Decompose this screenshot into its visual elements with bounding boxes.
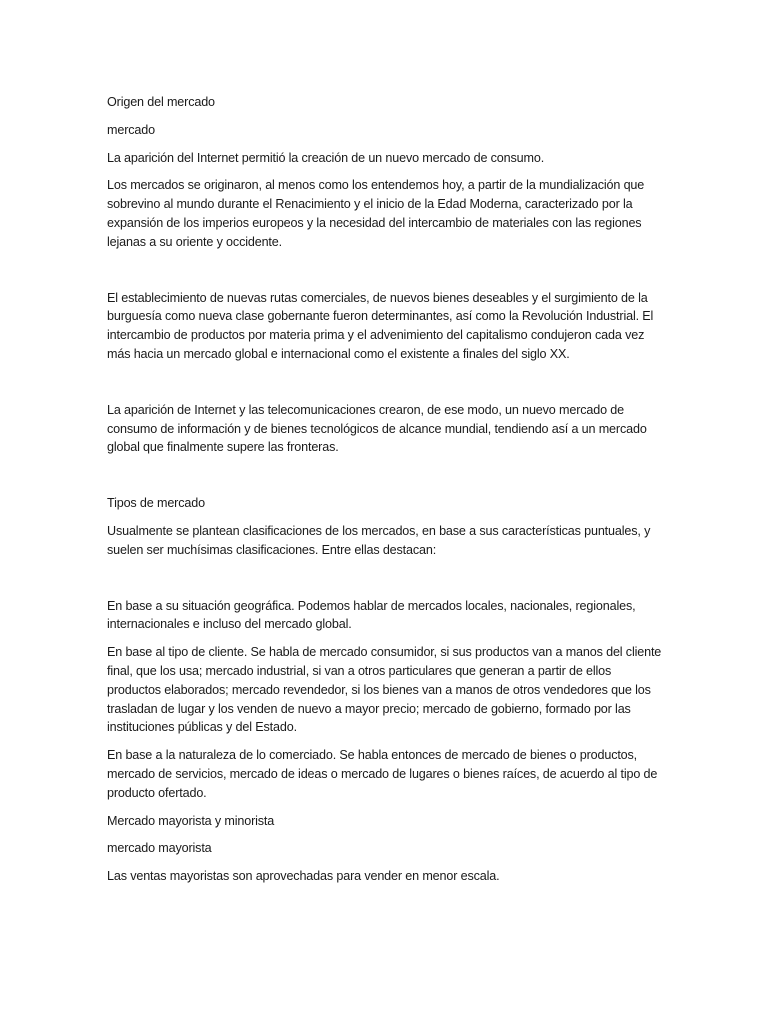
- paragraph-telecomunicaciones: La aparición de Internet y las telecomunicaciones crearon, de ese modo, un nuevo mercado de consumo de información y de bienes tecnológicos de alcance mundial, tendiendo así a un mercado global que finalmente supere las fronteras.: [107, 402, 647, 455]
- paragraph-aparicion-internet: La aparición del Internet permitió la creación de un nuevo mercado de consumo.: [107, 150, 545, 165]
- paragraph-mercado: mercado: [107, 122, 155, 137]
- paragraph-origen-mercados: Los mercados se originaron, al menos como los entendemos hoy, a partir de la mundialización que sobrevino al mundo durante el Renacimiento y el inicio de la Edad Moderna, caracterizado por la expansión de los imperios europeos y la necesidad del intercambio de materiales con las regiones lejanas a su oriente y occidente.: [107, 178, 645, 249]
- heading-mayorista-minorista: Mercado mayorista y minorista: [107, 813, 275, 828]
- heading-origen-del-mercado: Origen del mercado: [107, 95, 215, 109]
- paragraph-ventas-mayoristas: Las ventas mayoristas son aprovechadas para vender en menor escala.: [107, 869, 500, 884]
- paragraph-clasificaciones: Usualmente se plantean clasificaciones de los mercados, en base a sus características puntuales, y suelen ser muchísimas clasificaciones. Entre ellas destacan:: [107, 523, 651, 557]
- paragraph-situacion-geografica: En base a su situación geográfica. Podemos hablar de mercados locales, nacionales, regionales, internacionales e incluso del mercado global.: [107, 598, 636, 632]
- paragraph-tipo-de-cliente: En base al tipo de cliente. Se habla de mercado consumidor, si sus productos van a manos del cliente final, que los usa; mercado industrial, si van a otros particulares que generan a partir de ellos productos elaborados; mercado revendedor, si los bienes van a manos de otros vendedores que los trasladan de lugar y los venden de nuevo a mayor precio; mercado de gobierno, formado por las instituciones públicas y del Estado.: [107, 645, 662, 735]
- paragraph-rutas-comerciales: El establecimiento de nuevas rutas comerciales, de nuevos bienes deseables y el surgimiento de la burguesía como nueva clase gobernante fueron determinantes, así como la Revolución Industrial. El intercambio de productos por materia prima y el advenimiento del capitalismo condujeron cada vez más hacia un mercado global e internacional como el existente a finales del siglo XX.: [107, 290, 654, 361]
- paragraph-naturaleza-comerciado: En base a la naturaleza de lo comerciado. Se habla entonces de mercado de bienes o productos, mercado de servicios, mercado de ideas o mercado de lugares o bienes raíces, de acuerdo al tipo de producto ofertado.: [107, 748, 658, 800]
- paragraph-mercado-mayorista: mercado mayorista: [107, 841, 212, 856]
- heading-tipos-de-mercado: Tipos de mercado: [107, 496, 205, 511]
